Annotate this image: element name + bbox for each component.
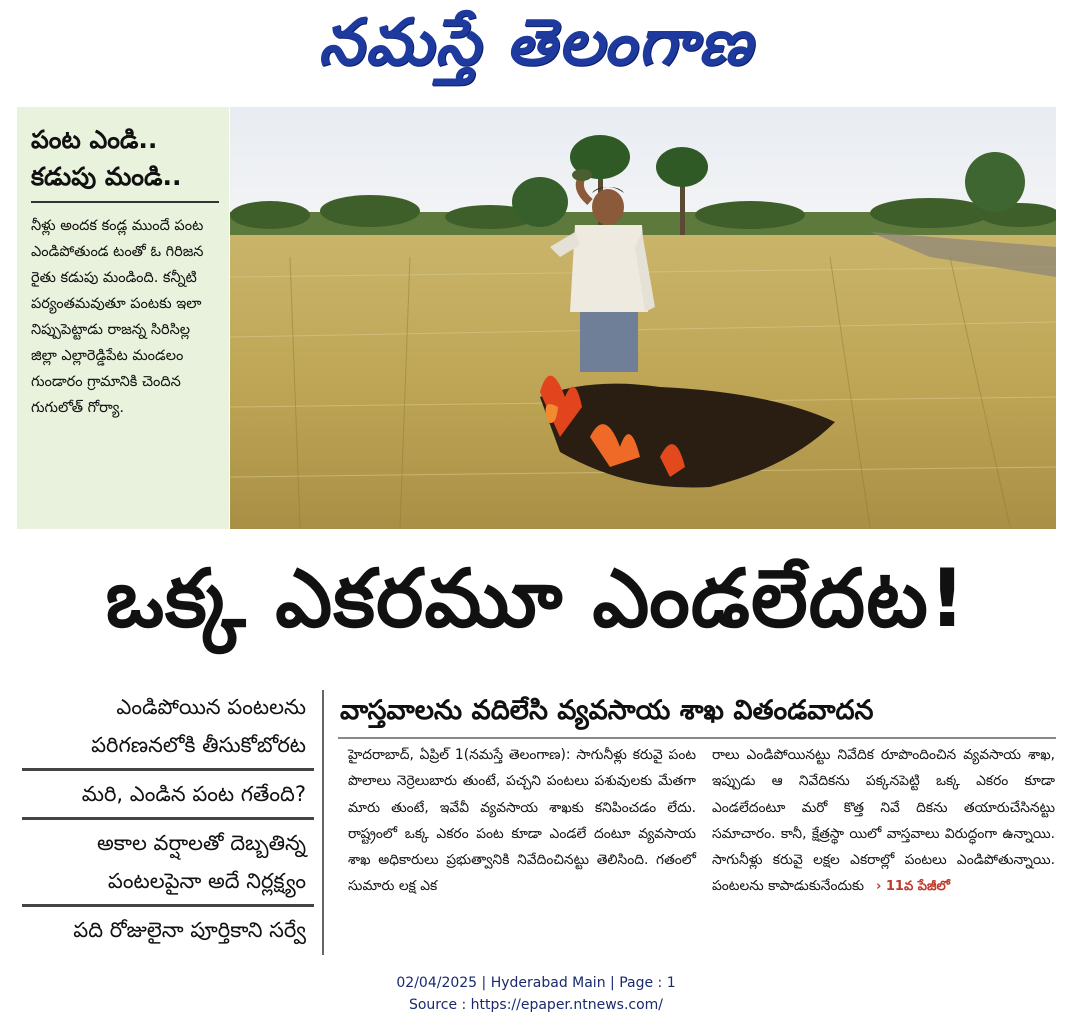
masthead — [0, 0, 1072, 100]
caption-kicker-line2: కడుపు మండి.. — [31, 162, 182, 191]
key-point: పంటలపైనా అదే నిర్లక్ష్యం — [107, 869, 306, 893]
article-text-continued: రాలు ఎండిపోయినట్టు నివేదిక రూపొందించిన వ్యవసాయ శాఖ, ఇప్పుడు ఆ నివేదికను పక్కనపెట్టి ఒక్క ఎకరం కూడా ఎండలేదంటూ మరో కొత్త నివే దికను తయారుచేసినట్టు సమాచారం. కానీ, క్షేత్రస్థా యిలో వాస్తవాలు విరుద్ధంగా ఉన్నాయి. సాగునీళ్లు కరువై లక్షల ఎకరాల్లో పంటలు ఎండిపోతున్నాయి. పంటలను కాపాడుకునేందుకు — [712, 747, 1055, 895]
photo-caption-box — [17, 107, 229, 529]
subheadline: వాస్తవాలను వదిలేసి వ్యవసాయ శాఖ వితండవాదన — [340, 695, 874, 726]
key-point: మరి, ఎండిన పంట గతేంది? — [81, 782, 306, 806]
newspaper-logo: నమస్తే తెలంగాణ — [318, 5, 754, 80]
article-column-2 — [712, 742, 1055, 952]
headline-container — [0, 548, 1072, 668]
source-link[interactable]: Source : https://epaper.ntnews.com/ — [408, 997, 664, 1013]
key-points — [22, 688, 314, 956]
burning-field-photo — [230, 107, 1056, 529]
column-divider — [322, 690, 324, 955]
main-headline: ఒక్క ఎకరమూ ఎండలేదట! — [105, 551, 967, 645]
article-text — [712, 742, 1055, 901]
divider — [22, 904, 314, 907]
continued-on-page-link[interactable]: › 11వ పేజీలో — [875, 879, 950, 895]
photo-caption: నీళ్లు అందక కండ్ల ముందే పంట ఎండిపోతుండ టంతో ఓ గిరిజన రైతు కడుపు మండింది. కన్నీటి పర్యంతమవుతూ పంటకు ఇలా నిప్పుపెట్టాడు రాజన్న సిరిసిల్ల జిల్లా ఎల్లారెడ్డిపేట మండలం గుండారం గ్రామానికి చెందిన గుగులోత్ గోర్యా. — [31, 218, 204, 416]
news-photo — [230, 107, 1056, 529]
article-text: హైదరాబాద్, ఏప్రిల్ 1(నమస్తే తెలంగాణ): సాగునీళ్లు కరువై పంట పొలాలు నెర్రెలుబారు తుంటే, పచ్చని పంటలు పశువులకు మేతగా మారు తుంటే, ఇవేవీ వ్యవసాయ శాఖకు కనిపించడం లేదు. రాష్ట్రంలో ఒక్క ఎకరం పంట కూడా ఎండలే దంటూ వ్యవసాయ శాఖ అధికారులు ప్రభుత్వానికి నివేదించినట్టు తెలిసింది. గతంలో సుమారు లక్ష ఎక — [348, 747, 696, 895]
article-column-1 — [348, 742, 696, 952]
subhead-divider — [338, 737, 1056, 739]
divider — [22, 817, 314, 820]
key-point: పరిగణనలోకి తీసుకోబోరట — [91, 733, 306, 757]
edition-info: 02/04/2025 | Hyderabad Main | Page : 1 — [396, 975, 676, 991]
caption-kicker-line1: పంట ఎండి.. — [31, 125, 158, 154]
key-point: అకాల వర్షాలతో దెబ్బతిన్న — [96, 831, 306, 855]
page-footer — [0, 972, 1072, 1016]
key-point: పది రోజులైనా పూర్తికాని సర్వే — [73, 918, 306, 942]
divider — [22, 768, 314, 771]
caption-kicker — [31, 121, 219, 203]
key-point: ఎండిపోయిన పంటలను — [116, 695, 306, 719]
